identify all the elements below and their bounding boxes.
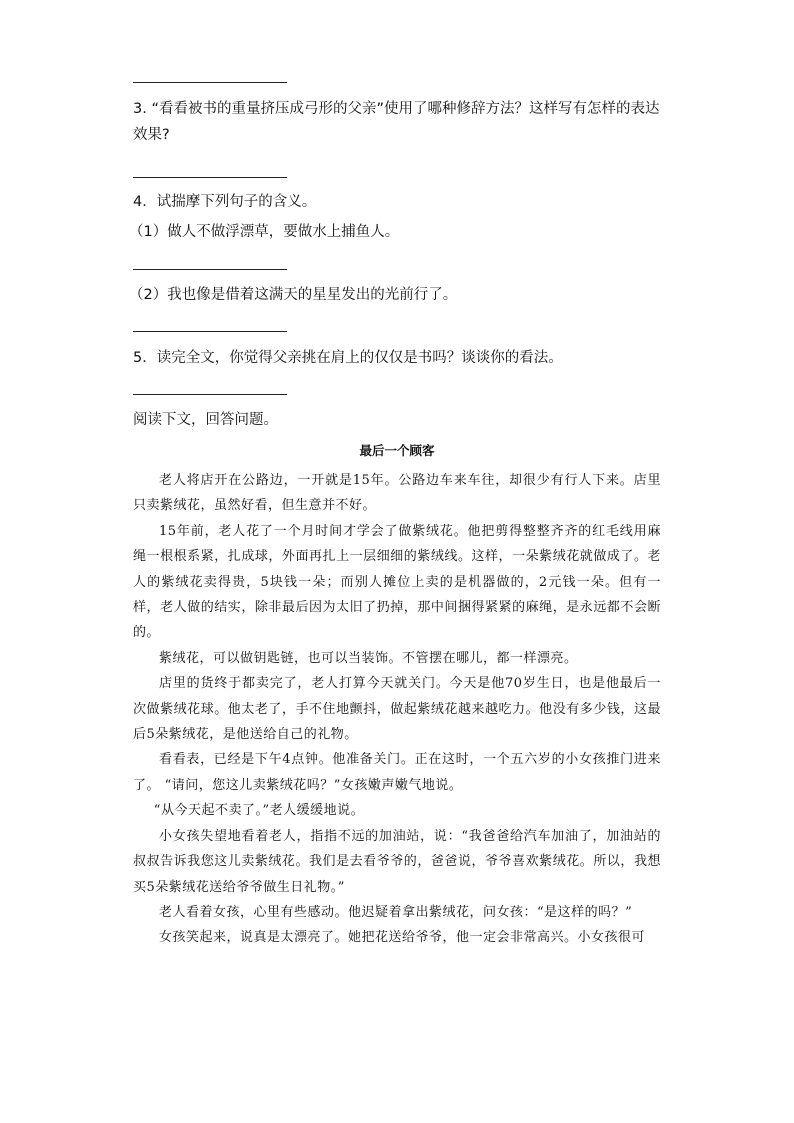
question-4-2: （2）我也像是借着这满天的星星发出的光前行了。	[129, 287, 458, 303]
story-paragraph: 店里的货终于都卖完了，老人打算今天就关门。今天是他70岁生日，也是他最后一次做紫绒花球。他太老了，手不住地颤抖，做起紫绒花越来越吃力。他没有多少钱，这最后5朵紫绒花，是他送给自己的礼物。	[133, 676, 661, 743]
question-3: 3. “看看被书的重量挤压成弓形的父亲”使用了哪种修辞方法？这样写有怎样的表达效果?	[133, 101, 660, 143]
story-title: 最后一个顾客	[359, 443, 435, 458]
answer-line	[133, 177, 287, 178]
story-paragraph: 15年前，老人花了一个月时间才学会了做紫绒花。他把剪得整整齐齐的红毛线用麻绳一根根系紧，扎成球，外面再扎上一层细细的紫绒线。这样，一朵紫绒花就做成了。老人的紫绒花卖得贵，5块钱一朵；而别人摊位上卖的是机器做的，2元钱一朵。但有一样，老人做的结实，除非最后因为太旧了扔掉，那中间捆得紧紧的麻绳，是永远都不会断的。	[133, 523, 661, 641]
answer-line	[133, 82, 287, 83]
story-paragraph: 老人看着女孩，心里有些感动。他迟疑着拿出紫绒花，问女孩：“是这样的吗？”	[159, 904, 633, 920]
answer-line	[133, 394, 287, 395]
answer-line	[133, 331, 287, 332]
story-paragraph: 紫绒花，可以做钥匙链，也可以当装饰。不管摆在哪儿，都一样漂亮。	[159, 650, 578, 666]
question-4-1: （1）做人不做浮漂草，要做水上捕鱼人。	[129, 224, 400, 240]
question-5: 5．读完全文，你觉得父亲挑在肩上的仅仅是书吗？谈谈你的看法。	[133, 350, 563, 366]
story-paragraph: 女孩笑起来，说真是太漂亮了。她把花送给爷爷，他一定会非常高兴。小女孩很可	[159, 930, 646, 946]
question-4: 4．试揣摩下列句子的含义。	[133, 194, 317, 210]
story-paragraph: “从今天起不卖了。”老人缓缓地说。	[153, 803, 365, 819]
story-paragraph: 看看表，已经是下午4点钟。他准备关门。正在这时，一个五六岁的小女孩推门进来了。 “请问，您这儿卖紫绒花吗？”女孩嫩声嫩气地说。	[133, 752, 661, 793]
reading-instruction: 阅读下文，回答问题。	[133, 412, 278, 428]
story-paragraph: 老人将店开在公路边，一开就是15年。公路边车来车往，却很少有行人下来。店里只卖紫绒花，虽然好看，但生意并不好。	[133, 473, 661, 514]
story-paragraph: 小女孩失望地看着老人，指指不远的加油站，说：“我爸爸给汽车加油了，加油站的叔叔告诉我您这儿卖紫绒花。我们是去看爷爷的，爸爸说，爷爷喜欢紫绒花。所以，我想买5朵紫绒花送给爷爷做生日礼物。”	[133, 828, 661, 895]
answer-line	[133, 269, 287, 270]
story-body	[133, 468, 661, 951]
